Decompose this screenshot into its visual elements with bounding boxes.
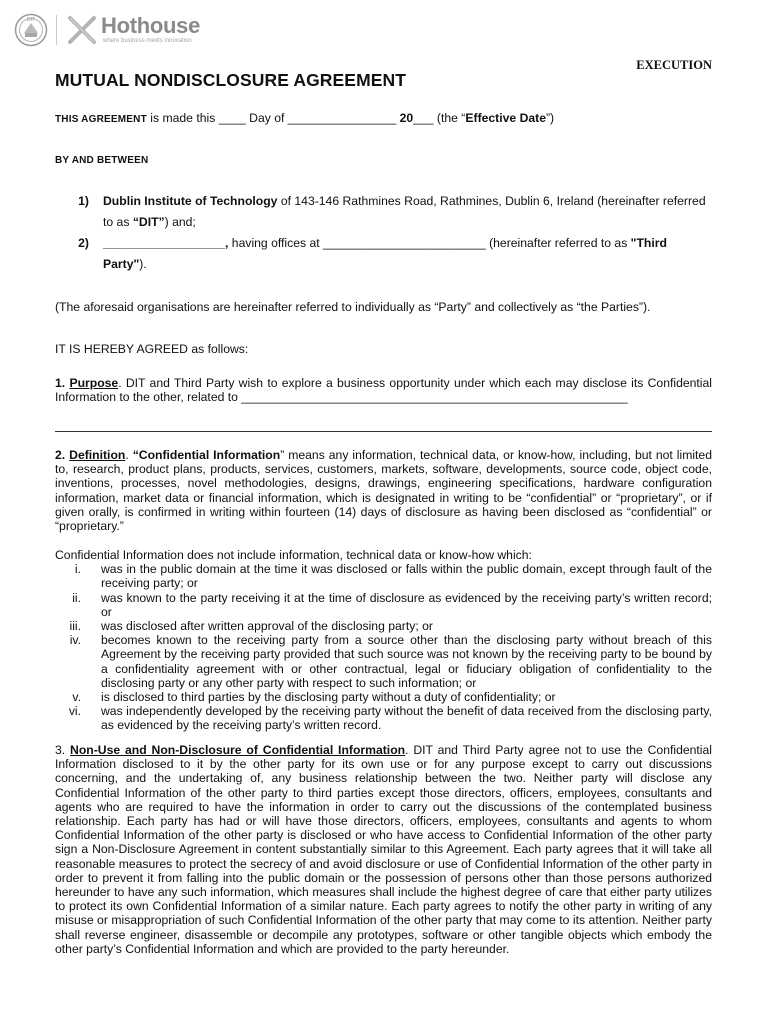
list-item [55,591,712,619]
exclusions-block [55,548,712,733]
list-item [55,619,712,633]
party-text [103,191,712,233]
brand-tagline: where business meets innovation [103,38,192,44]
party-alias: “DIT” [132,215,165,229]
list-item [55,562,712,590]
seal-text: DIT [26,17,36,24]
party-end: ) and; [164,215,196,229]
party-name: Dublin Institute of Technology [103,194,278,208]
clause-number: 3. [55,743,71,757]
agreement-intro [55,111,712,127]
party-description: of 143-146 Rathmines Road, Rathmines, Dublin 6, Ireland (hereinafter referred to as [103,194,706,229]
item-numeral: vi. [68,704,81,719]
hothouse-x-icon [67,15,97,45]
party-end: ). [139,257,147,271]
party-description: having offices at ________________________ (hereinafter referred to as [228,236,631,250]
blank-line-rule [55,431,712,432]
item-numeral: iii. [69,619,81,634]
party-number: 2) [78,236,89,250]
clause-number: 1. [55,376,70,390]
item-text: was disclosed after written approval of the disclosing party; or [101,619,433,634]
item-numeral: ii. [72,590,81,605]
party-number: 1) [78,194,89,208]
party-list [55,191,712,275]
clause-purpose [55,376,712,404]
item-text: becomes known to the receiving party from a source other than the disclosing party without breach of this Agreement by the receiving party provided that such source was not known by the receiving party to be bound by a confidentiality agreement with or other contractual, legal or fiduciary obligation of confidentiality to the disclosing party or any other party with respect to such information; or [101,633,712,690]
clause-definition [55,448,712,533]
item-text: is disclosed to third parties by the disclosing party without a duty of confidentiality; or [101,690,556,705]
party-text [103,233,712,275]
party-name: __________________, [103,236,229,250]
clause-non-use [55,743,712,956]
intro-year: 20 [399,111,414,125]
intro-year-blank: ___ (the “ [413,111,466,125]
clause-heading: Purpose [69,376,119,390]
exclusions-list [55,562,712,732]
item-text: was in the public domain at the time it was disclosed or falls within the public domain, except through fault of the receiving party; or [101,562,712,591]
between-label: BY AND BETWEEN [55,155,149,166]
item-numeral: i. [74,562,81,577]
execution-label: EXECUTION [636,58,712,72]
clause-heading: Definition [69,448,126,462]
aforesaid-paragraph: (The aforesaid organisations are hereinafter referred to individually as “Party” and collectively as “the Parties”). [55,300,651,314]
clause-number: 2. [55,448,70,462]
defined-term: “Confidential Information [132,448,281,462]
logo-divider [56,15,57,45]
header-logos [14,10,200,50]
clause-dot: . [125,448,133,462]
brand-name: Hothouse [101,13,201,38]
party-item [55,233,712,275]
intro-lead: THIS AGREEMENT [55,114,147,125]
hereby-agreed: IT IS HEREBY AGREED as follows: [55,342,249,356]
hothouse-wordmark [101,15,200,45]
party-item [55,191,712,233]
dit-seal-logo [14,13,48,47]
item-numeral: v. [72,690,81,705]
clause-text: ” means any information, technical data, or know-how, including, but not limited to, research, product plans, products, services, customers, markets, software, developments, source code, object code, inventions, processes, novel methodologies, designs, drawings, engineering specifications, hardware configuration information, market data or financial information, which is designated in writing to be “confidential” or “proprietary”, or if given orally, is confirmed in writing within fourteen (14) days of disclosure as having been disclosed as “confidential” or “proprietary.” [55,448,712,534]
intro-made-text: is made this ____ Day of ________________ [146,111,400,125]
intro-close: ”) [545,111,555,125]
effective-date-term: Effective Date [465,111,546,125]
clause-text: . DIT and Third Party agree not to use the Confidential Information disclosed to it by the other party for its own use or for any purpose except to carry out discussions concerning, and the undertaking of, any business relationship between the two. Neither party will disclose any Confidential Information of the other party to third parties except those directors, officers, employees, consultants and agents who are required to have the information in order to carry out the discussions of the contemplated business relationship. Each party has had or will have those directors, officers, employees, consultants and agents to whom Confidential Information of the other party is disclosed or who have access to Confidential Information of the other party sign a Non-Disclosure Agreement in content substantially similar to this Agreement. Each party agrees that it will take all reasonable measures to protect the secrecy of and avoid disclosure or use of Confidential Information of the other party in order to prevent it from falling into the public domain or the possession of persons other than those persons authorized hereunder to have any such information, which measures shall include the highest degree of care that either party utilizes to protect its own Confidential Information of a similar nature. Each party agrees to notify the other party in writing of any misuse or misappropriation of such Confidential Information of the other party that may come to its attention. Neither party shall reverse engineer, disassemble or decompile any prototypes, software or other tangible objects which embody the other party’s Confidential Information and which are provided to the party hereunder. [55,743,712,956]
page-title: MUTUAL NONDISCLOSURE AGREEMENT [55,70,407,90]
list-item [55,690,712,704]
clause-text: . DIT and Third Party wish to explore a business opportunity under which each may disclose its Confidential Information to the other, related to _________________________________________________________ [55,376,712,405]
clause-heading: Non-Use and Non-Disclosure of Confidential Information [70,743,406,757]
list-item [55,704,712,732]
party-alias: "Third Party" [103,236,667,271]
item-text: was independently developed by the receiving party without the benefit of data received from the disclosing party, as evidenced by the receiving party’s written record. [101,704,712,733]
item-numeral: iv. [69,633,81,648]
list-item [55,633,712,690]
item-text: was known to the party receiving it at the time of disclosure as evidenced by the receiving party’s written record; or [101,590,712,619]
exclusions-lead: Confidential Information does not include information, technical data or know-how which: [55,548,532,562]
